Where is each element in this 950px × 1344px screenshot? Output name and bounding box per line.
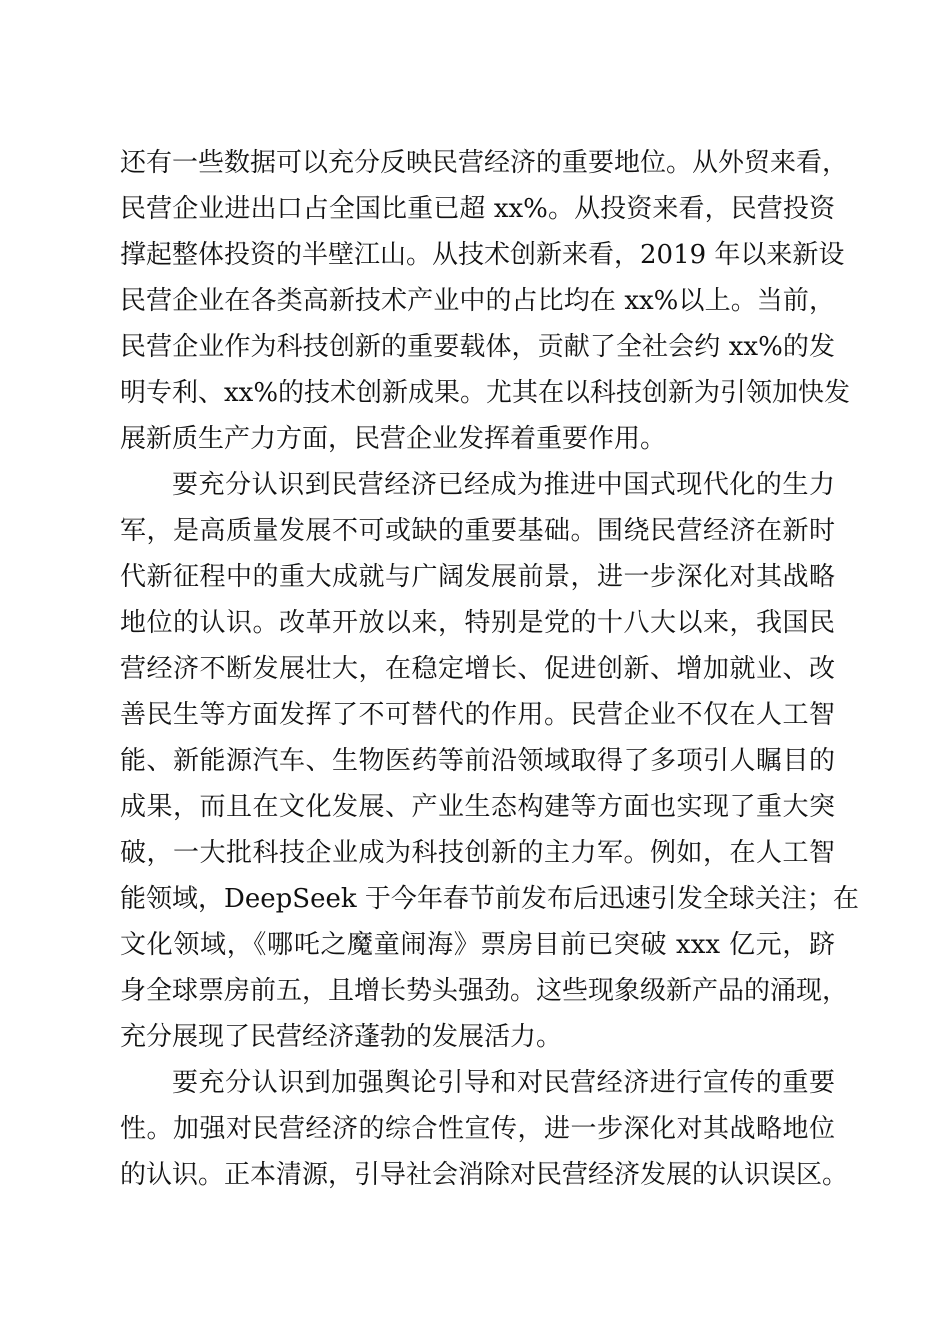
paragraph-2-line-1: 要充分认识到民营经济已经成为推进中国式现代化的生力 [172, 470, 835, 500]
paragraph-3-line-2: 性。加强对民营经济的综合性宣传，进一步深化对其战略地位 [120, 1114, 835, 1144]
paragraph-3-line-1: 要充分认识到加强舆论引导和对民营经济进行宣传的重要 [172, 1068, 835, 1098]
paragraph-1-line-3: 撑起整体投资的半壁江山。从技术创新来看，2019 年以来新设 [120, 240, 845, 270]
paragraph-2-line-3: 代新征程中的重大成就与广阔发展前景，进一步深化对其战略 [120, 562, 835, 592]
paragraph-2-line-11: 文化领域，《哪吒之魔童闹海》票房目前已突破 xxx 亿元，跻 [120, 930, 835, 960]
paragraph-2-line-8: 成果，而且在文化发展、产业生态构建等方面也实现了重大突 [120, 792, 835, 822]
paragraph-2-line-10: 能领域，DeepSeek 于今年春节前发布后迅速引发全球关注；在 [120, 884, 859, 914]
paragraph-2-line-9: 破，一大批科技企业成为科技创新的主力军。例如，在人工智 [120, 838, 835, 868]
paragraph-2-line-5: 营经济不断发展壮大，在稳定增长、促进创新、增加就业、改 [120, 654, 835, 684]
paragraph-1-line-5: 民营企业作为科技创新的重要载体，贡献了全社会约 xx%的发 [120, 332, 835, 362]
paragraph-1-line-1: 还有一些数据可以充分反映民营经济的重要地位。从外贸来看， [120, 148, 849, 178]
paragraph-3-line-3: 的认识。正本清源，引导社会消除对民营经济发展的认识误区。 [120, 1160, 849, 1190]
paragraph-2-line-12: 身全球票房前五，且增长势头强劲。这些现象级新产品的涌现， [120, 976, 849, 1006]
paragraph-2-line-7: 能、新能源汽车、生物医药等前沿领域取得了多项引人瞩目的 [120, 746, 835, 776]
paragraph-1-line-2: 民营企业进出口占全国比重已超 xx%。从投资来看，民营投资 [120, 194, 835, 224]
paragraph-2-line-13: 充分展现了民营经济蓬勃的发展活力。 [120, 1022, 563, 1052]
paragraph-1-line-4: 民营企业在各类高新技术产业中的占比均在 xx%以上。当前， [120, 286, 835, 316]
paragraph-2-line-4: 地位的认识。改革开放以来，特别是党的十八大以来，我国民 [120, 608, 835, 638]
paragraph-1-line-7: 展新质生产力方面，民营企业发挥着重要作用。 [120, 424, 667, 454]
paragraph-2-line-2: 军，是高质量发展不可或缺的重要基础。围绕民营经济在新时 [120, 516, 835, 546]
paragraph-2-line-6: 善民生等方面发挥了不可替代的作用。民营企业不仅在人工智 [120, 700, 835, 730]
paragraph-1-line-6: 明专利、xx%的技术创新成果。尤其在以科技创新为引领加快发 [120, 378, 851, 408]
